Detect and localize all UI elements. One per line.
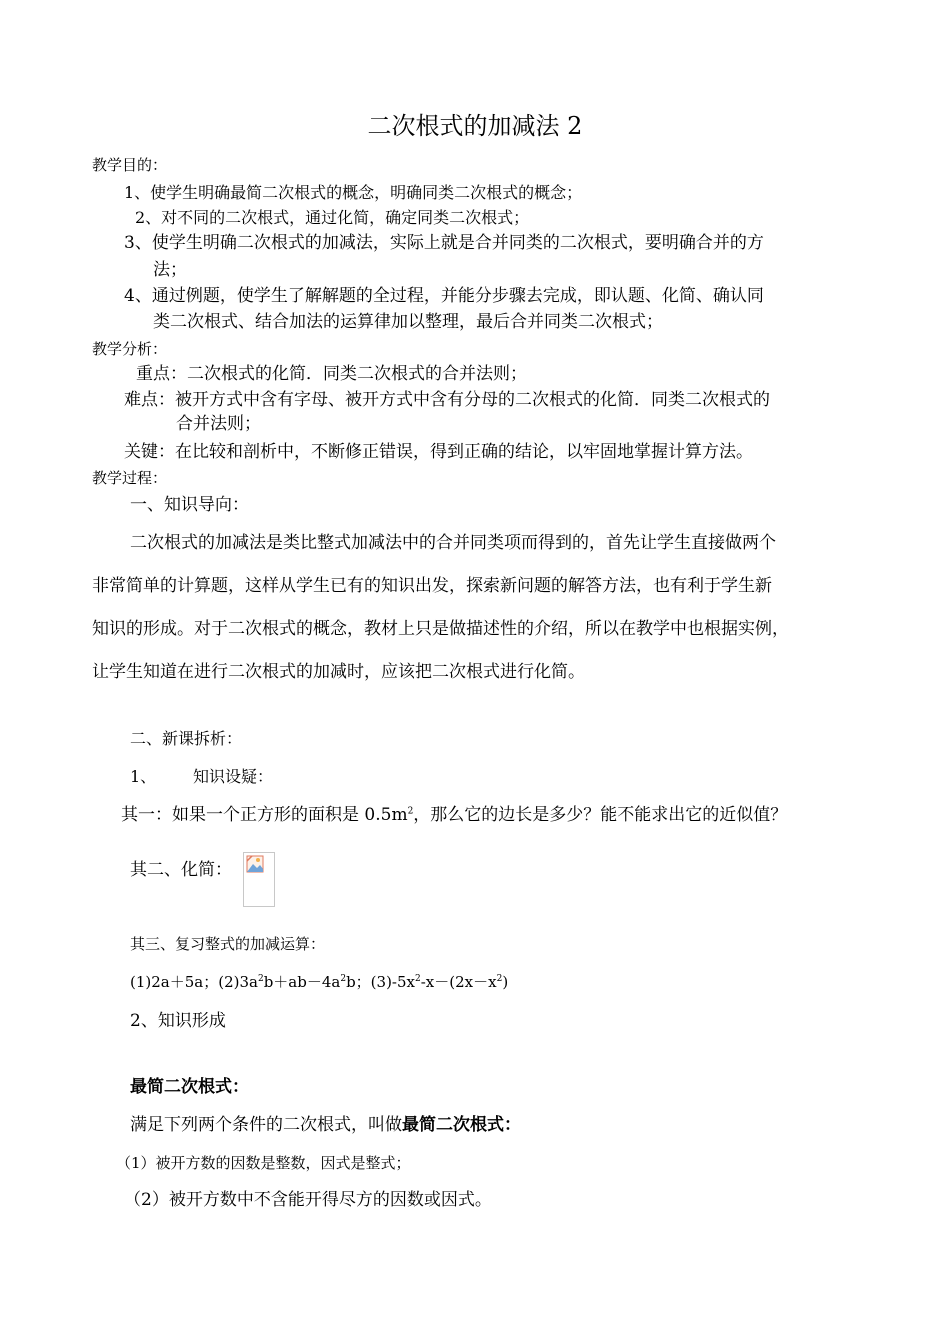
objectives-heading: 教学目的：	[92, 156, 168, 174]
objective-item-4: 4、通过例题，使学生了解解题的全过程，并能分步骤去完成，即认题、化简、确认同	[124, 286, 764, 306]
process-heading: 教学过程：	[92, 469, 168, 487]
question-1: 其一：如果一个正方形的面积是 $0.5m^2$，那么它的边长是多少？能不能求出它的近似值？	[121, 805, 788, 825]
section1-paragraph-line-1: 二次根式的加减法是类比整式加减法中的合并同类项而得到的，首先让学生直接做两个	[130, 533, 776, 553]
analysis-difficulty: 难点：被开方式中含有字母、被开方式中含有分母的二次根式的化简．同类二次根式的	[124, 390, 770, 410]
broken-image-icon	[246, 855, 264, 873]
objective-item-2: 2、对不同的二次根式，通过化简，确定同类二次根式；	[135, 208, 530, 227]
condition-2: （2）被开方数中不含能开得尽方的因数或因式。	[124, 1190, 492, 1210]
condition-1: （1）被开方数的因数是整数，因式是整式；	[116, 1154, 411, 1172]
analysis-crux: 关键：在比较和剖析中，不断修正错误，得到正确的结论，以牢固地掌握计算方法。	[124, 442, 753, 462]
section1-paragraph-line-4: 让学生知道在进行二次根式的加减时，应该把二次根式进行化简。	[92, 662, 585, 682]
objective-item-3: 3、使学生明确二次根式的加减法，实际上就是合并同类的二次根式，要明确合并的方	[124, 233, 764, 253]
section1-paragraph-line-2: 非常简单的计算题，这样从学生已有的知识出发，探索新问题的解答方法，也有利于学生新	[92, 576, 772, 596]
section1-title: 一、知识导向：	[130, 495, 249, 515]
definition-line: 满足下列两个条件的二次根式，叫做最简二次根式：	[130, 1115, 521, 1135]
section2-title: 二、新课拆析：	[130, 729, 243, 748]
objective-item-1: 1、使学生明确最简二次根式的概念，明确同类二次根式的概念；	[124, 183, 583, 202]
objective-item-4-cont: 类二次根式、结合加法的运算律加以整理，最后合并同类二次根式；	[153, 312, 663, 332]
analysis-heading: 教学分析：	[92, 340, 168, 358]
analysis-difficulty-cont: 合并法则；	[176, 414, 261, 434]
page-title: 二次根式的加减法 2	[367, 112, 583, 140]
objective-item-3-cont: 法；	[153, 260, 187, 280]
sub1-label: 知识设疑：	[193, 767, 274, 786]
sub1-number: 1、	[130, 767, 157, 786]
section1-paragraph-line-3: 知识的形成。对于二次根式的概念，教材上只是做描述性的介绍，所以在教学中也根据实例，	[92, 619, 789, 639]
question-2: 其二、化简：	[130, 860, 232, 880]
definition-heading: 最简二次根式：	[130, 1077, 249, 1097]
review-expressions: (1)2a＋5a；$(2)3a^2b+ab-4a^2b$；$(3)-5x^2-x-(2x-x^2)$	[130, 973, 509, 991]
broken-image-placeholder	[243, 852, 275, 907]
sub2-title: 2、知识形成	[130, 1011, 226, 1031]
analysis-key-point: 重点：二次根式的化简．同类二次根式的合并法则；	[136, 364, 527, 384]
question-3: 其三、复习整式的加减运算：	[130, 935, 326, 953]
